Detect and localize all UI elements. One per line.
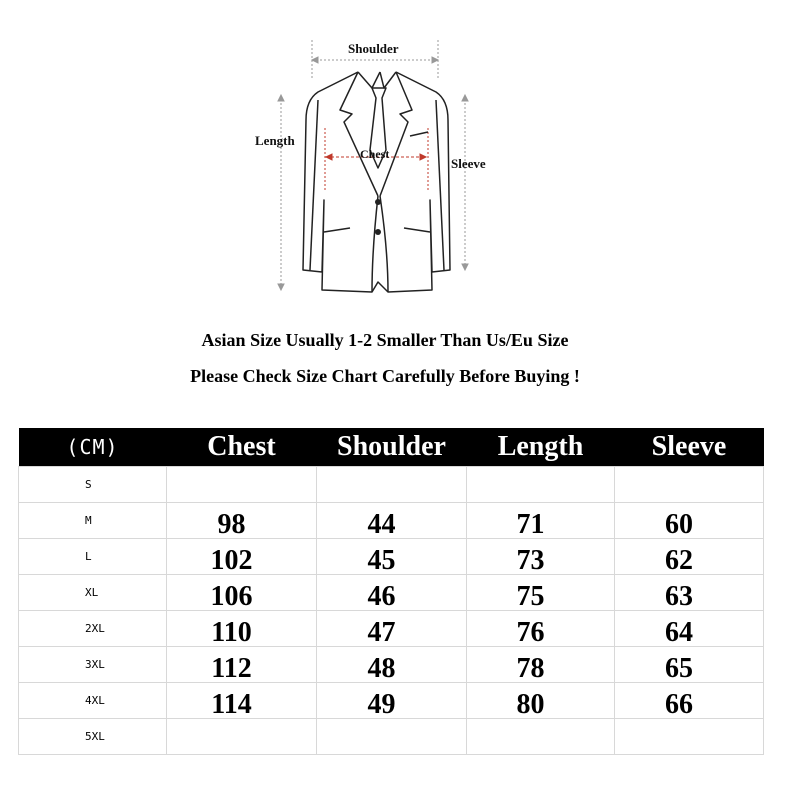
size-cell: 4XL (19, 683, 167, 719)
sleeve-cell: 63 (615, 575, 764, 611)
table-row (19, 467, 764, 503)
chest-cell: 114 (167, 683, 317, 719)
sleeve-cell: 60 (615, 503, 764, 539)
header-shoulder: Shoulder (317, 428, 467, 467)
size-cell: 2XL (19, 611, 167, 647)
chest-cell: 102 (167, 539, 317, 575)
table-row (19, 719, 764, 755)
sleeve-cell: 64 (615, 611, 764, 647)
table-row (19, 503, 764, 539)
shoulder-cell: 46 (317, 575, 467, 611)
table-row (19, 647, 764, 683)
size-cell: 5XL (19, 719, 167, 755)
sleeve-cell: 66 (615, 683, 764, 719)
chest-cell: 98 (167, 503, 317, 539)
shoulder-cell: 48 (317, 647, 467, 683)
table-row (19, 539, 764, 575)
chest-cell: 110 (167, 611, 317, 647)
sleeve-cell: 65 (615, 647, 764, 683)
table-header-row (19, 428, 764, 467)
length-cell: 78 (467, 647, 615, 683)
length-cell: 71 (467, 503, 615, 539)
length-cell (467, 719, 615, 755)
sleeve-cell (615, 467, 764, 503)
length-cell: 73 (467, 539, 615, 575)
length-cell: 76 (467, 611, 615, 647)
header-sleeve: Sleeve (615, 428, 764, 467)
shoulder-cell (317, 719, 467, 755)
table-row (19, 575, 764, 611)
size-cell: XL (19, 575, 167, 611)
size-chart-table (18, 428, 764, 755)
shoulder-label: Shoulder (348, 41, 399, 56)
length-cell (467, 467, 615, 503)
chest-label: Chest (360, 147, 390, 161)
sleeve-cell: 62 (615, 539, 764, 575)
shoulder-cell: 45 (317, 539, 467, 575)
length-label: Length (255, 133, 295, 148)
sleeve-cell (615, 719, 764, 755)
header-chest: Chest (167, 428, 317, 467)
size-note-asian: Asian Size Usually 1-2 Smaller Than Us/Eu Size (201, 330, 569, 350)
chest-cell: 112 (167, 647, 317, 683)
header-length: Length (467, 428, 615, 467)
table-row (19, 683, 764, 719)
measurement-diagram (0, 0, 790, 310)
chest-cell (167, 719, 317, 755)
length-cell: 75 (467, 575, 615, 611)
sleeve-label: Sleeve (451, 156, 486, 171)
size-cell: S (19, 467, 167, 503)
shoulder-cell: 44 (317, 503, 467, 539)
header-unit: (CM) (19, 428, 167, 467)
size-cell: L (19, 539, 167, 575)
shoulder-cell (317, 467, 467, 503)
shoulder-cell: 49 (317, 683, 467, 719)
size-note-check: Please Check Size Chart Carefully Before Buying ! (190, 366, 580, 386)
size-cell: 3XL (19, 647, 167, 683)
size-cell: M (19, 503, 167, 539)
chest-cell: 106 (167, 575, 317, 611)
size-notes (0, 322, 770, 394)
shoulder-cell: 47 (317, 611, 467, 647)
length-cell: 80 (467, 683, 615, 719)
chest-cell (167, 467, 317, 503)
table-row (19, 611, 764, 647)
